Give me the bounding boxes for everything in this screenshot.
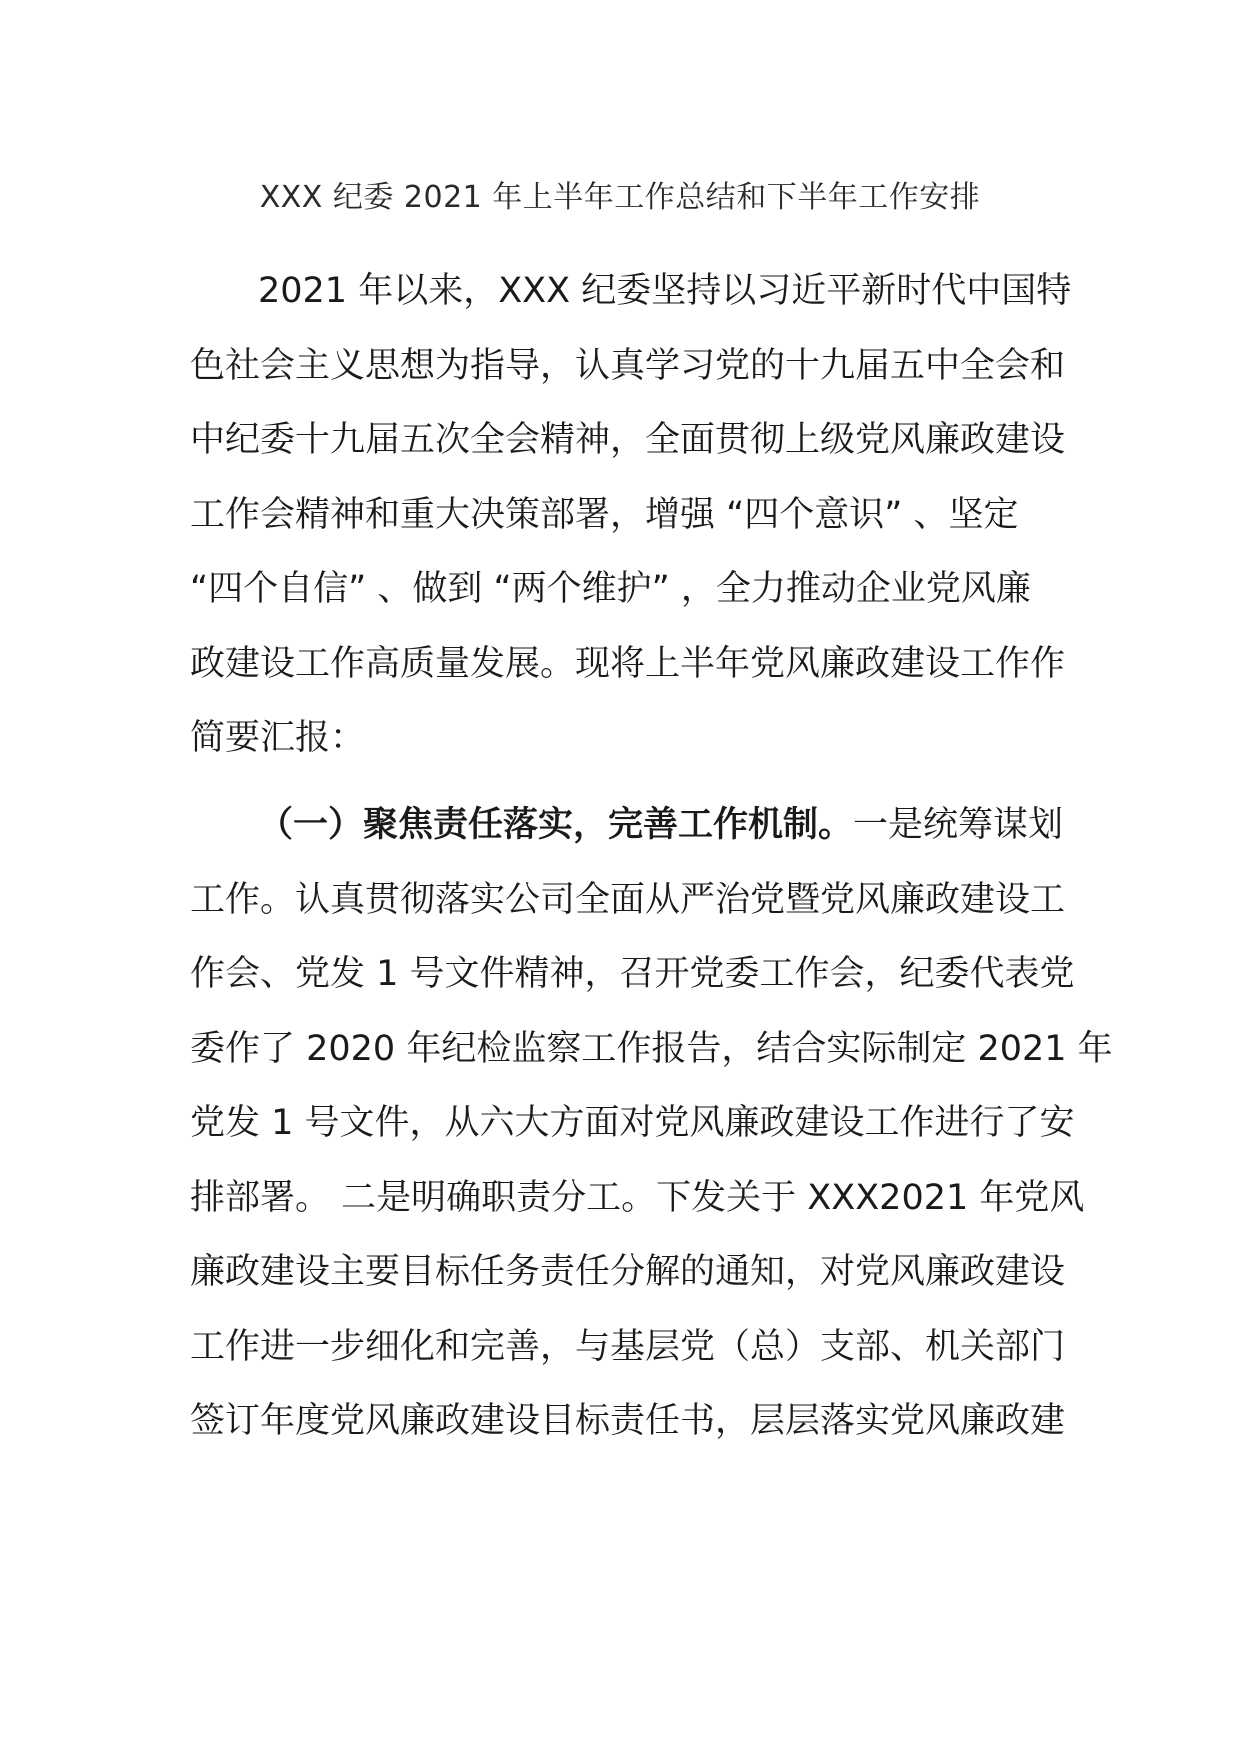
paragraph-line: 简要汇报： [190,718,366,758]
paragraph-line: 工作进一步细化和完善，与基层党（总）支部、机关部门 [190,1326,1066,1367]
paragraph-line: 政建设工作高质量发展。现将上半年党风廉政建设工作作 [190,643,1066,684]
intro-paragraph [190,254,1072,776]
paragraph-line: 排部署。 二是明确职责分工。下发关于 XXX2021 年党风 [190,1177,1085,1218]
paragraph-line: 签订年度党风廉政建设目标责任书，层层落实党风廉政建 [190,1401,1066,1441]
paragraph-line: 委作了 2020 年纪检监察工作报告，结合实际制定 2021 年 [190,1028,1113,1069]
paragraph-line: 廉政建设主要目标任务责任分解的通知，对党风廉政建设 [190,1252,1066,1292]
paragraph-line: 党发 1 号文件，从六大方面对党风廉政建设工作进行了安 [190,1103,1075,1143]
paragraph-first-line [190,788,1064,863]
paragraph-line: 工作。认真贯彻落实公司全面从严治党暨党风廉政建设工 [190,879,1066,920]
paragraph-line: 作会、党发 1 号文件精神，召开党委工作会，纪委代表党 [190,954,1075,994]
section-heading: （一）聚焦责任落实，完善工作机制。 [258,805,854,845]
paragraph-line: 2021 年以来，XXX 纪委坚持以习近平新时代中国特 [258,271,1072,311]
paragraph-line: 中纪委十九届五次全会精神，全面贯彻上级党风廉政建设 [190,420,1066,460]
paragraph-line: 工作会精神和重大决策部署，增强 “四个意识” 、坚定 [190,494,1019,535]
paragraph-line: 色社会主义思想为指导，认真学习党的十九届五中全会和 [190,345,1066,386]
document-title: XXX 纪委 2021 年上半年工作总结和下半年工作安排 [259,180,981,215]
paragraph-line-rest: 一是统筹谋划 [853,805,1064,845]
paragraph-line: “四个自信” 、做到 “两个维护” ，全力推动企业党风廉 [190,569,1031,609]
section-one-paragraph [190,788,1113,1459]
